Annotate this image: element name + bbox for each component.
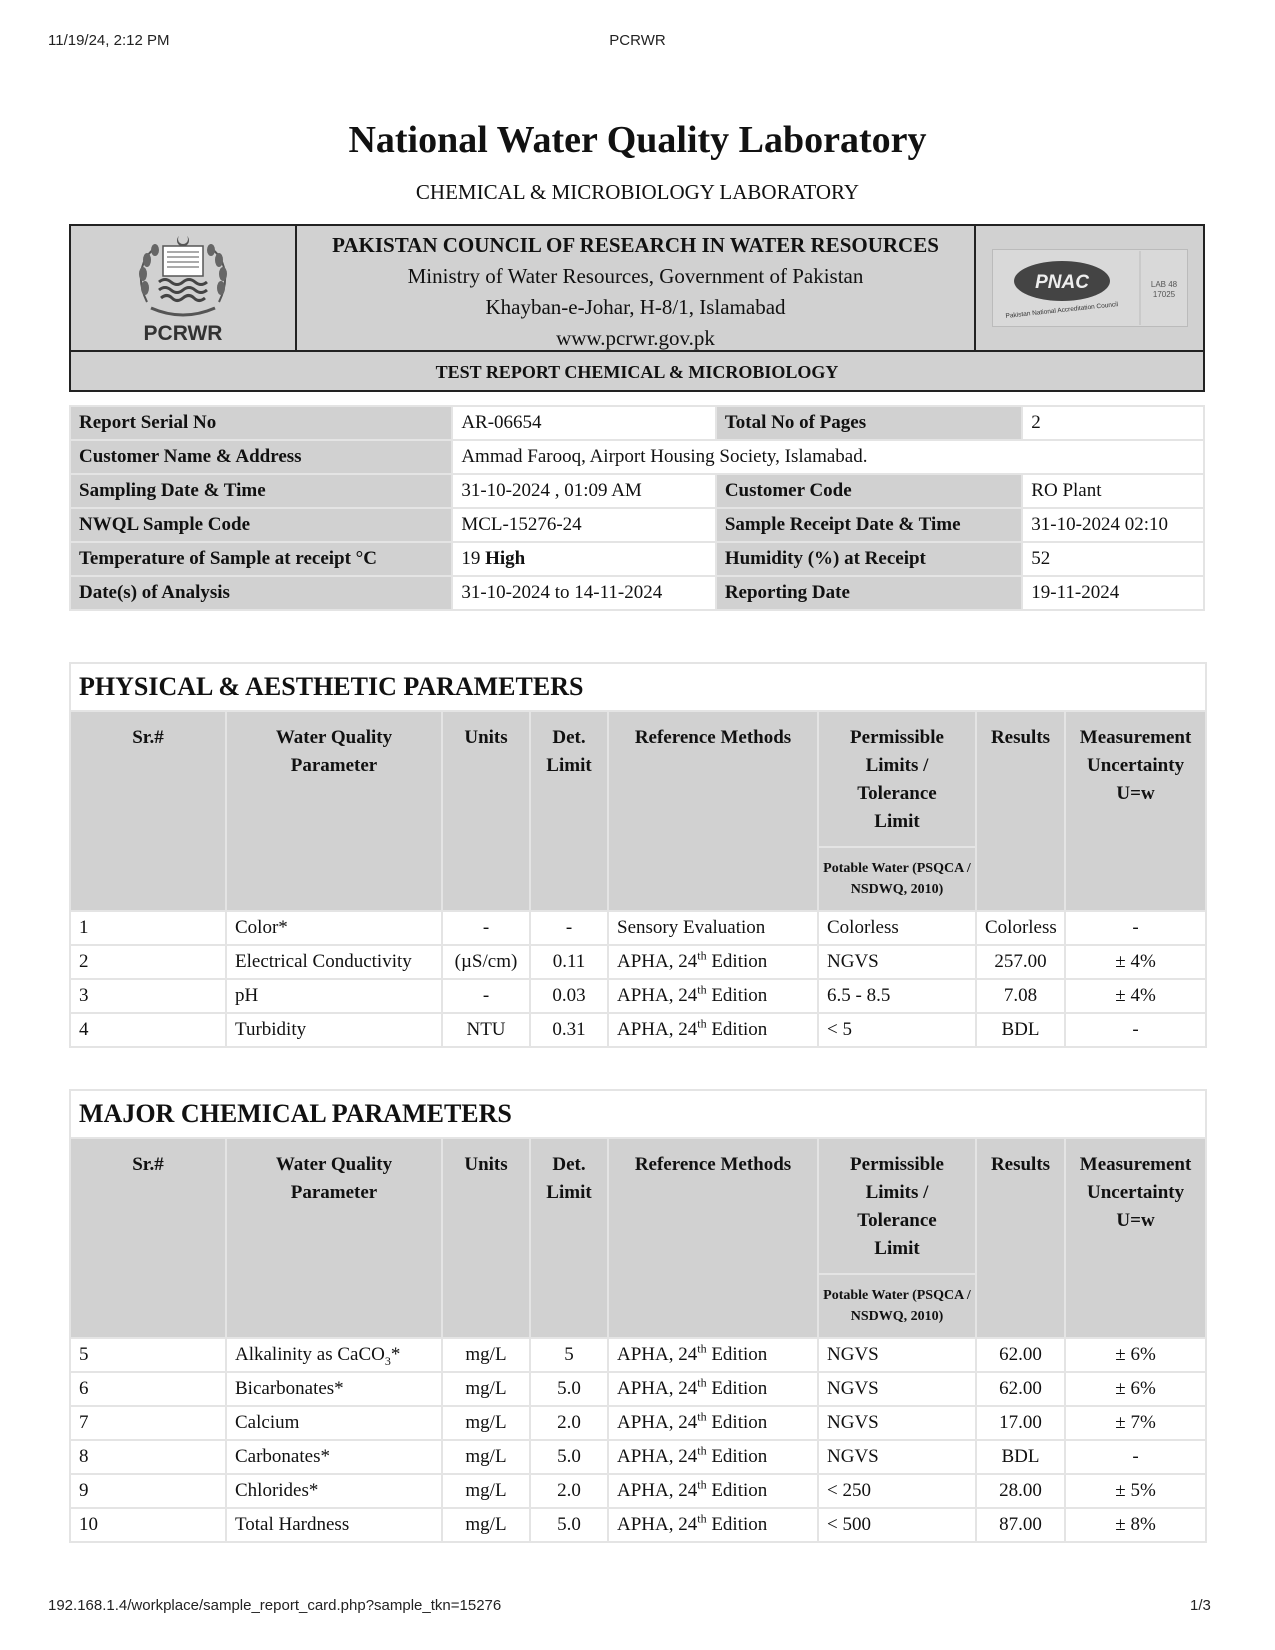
ref-text: APHA, 24 — [617, 1480, 698, 1501]
temperature-cell — [452, 542, 716, 576]
customer-code-value: RO Plant — [1022, 474, 1204, 508]
param-name: Total Hardness — [235, 1514, 350, 1535]
ref-after: Edition — [706, 1019, 768, 1040]
row-det: 0.11 — [530, 945, 608, 979]
col-perm: Permissible Limits / Tolerance Limit — [818, 711, 976, 847]
row-result: 62.00 — [976, 1338, 1065, 1372]
row-result: 87.00 — [976, 1508, 1065, 1542]
row-units: mg/L — [442, 1508, 530, 1542]
ref-text: APHA, 24 — [617, 1019, 698, 1040]
col-potable: Potable Water (PSQCA / NSDWQ, 2010) — [818, 1274, 976, 1338]
ref-sup: th — [697, 1443, 707, 1458]
param-name: Calcium — [235, 1412, 300, 1433]
col-ref: Reference Methods — [608, 1138, 818, 1338]
param-sub: 3 — [384, 1353, 391, 1368]
row-result: Colorless — [976, 911, 1065, 945]
page-subtitle: CHEMICAL & MICROBIOLOGY LABORATORY — [415, 180, 860, 204]
table-row — [70, 911, 1206, 945]
row-ref — [608, 945, 818, 979]
print-url: 192.168.1.4/workplace/sample_report_card.php?sample_tkn=15276 — [48, 1597, 502, 1614]
ref-text: Sensory Evaluation — [617, 917, 766, 938]
customer-label: Customer Name & Address — [70, 440, 452, 474]
ref-after: Edition — [706, 1344, 768, 1365]
row-mu: - — [1065, 911, 1206, 945]
row-det: 5.0 — [530, 1508, 608, 1542]
pages-value: 2 — [1022, 406, 1204, 440]
row-perm: NGVS — [818, 1406, 976, 1440]
ref-sup: th — [697, 1375, 707, 1390]
pnac-badge — [974, 226, 1203, 350]
letterhead — [69, 224, 1205, 392]
ref-text: APHA, 24 — [617, 985, 698, 1006]
table-row — [70, 1474, 1206, 1508]
row-param — [226, 945, 442, 979]
param-name: Alkalinity as CaCO — [235, 1344, 385, 1365]
row-mu: - — [1065, 1013, 1206, 1047]
row-units: - — [442, 911, 530, 945]
humidity-value: 52 — [1022, 542, 1204, 576]
col-perm: Permissible Limits / Tolerance Limit — [818, 1138, 976, 1274]
col-units: Units — [442, 1138, 530, 1338]
col-units: Units — [442, 711, 530, 911]
table-row — [70, 1013, 1206, 1047]
param-name: Chlorides* — [235, 1480, 319, 1501]
ref-sup: th — [697, 1409, 707, 1424]
row-sr: 2 — [70, 945, 226, 979]
pnac-council: Pakistan National Accreditation Council — [1004, 301, 1118, 320]
row-result: 7.08 — [976, 979, 1065, 1013]
ref-text: APHA, 24 — [617, 1514, 698, 1535]
row-param — [226, 1013, 442, 1047]
print-page: 1/3 — [1190, 1597, 1211, 1614]
physical-section-title: PHYSICAL & AESTHETIC PARAMETERS — [70, 663, 1206, 711]
row-param — [226, 979, 442, 1013]
row-mu: - — [1065, 1440, 1206, 1474]
param-name: pH — [235, 985, 259, 1006]
row-perm: < 5 — [818, 1013, 976, 1047]
row-units: mg/L — [442, 1474, 530, 1508]
param-name: Turbidity — [235, 1019, 307, 1040]
row-mu: ± 5% — [1065, 1474, 1206, 1508]
pcrwr-logo — [71, 226, 297, 350]
pnac-std: 17025 — [1152, 290, 1175, 299]
row-result: 62.00 — [976, 1372, 1065, 1406]
row-det: 2.0 — [530, 1406, 608, 1440]
row-units: NTU — [442, 1013, 530, 1047]
row-perm: 6.5 - 8.5 — [818, 979, 976, 1013]
row-sr: 5 — [70, 1338, 226, 1372]
col-det: Det. Limit — [530, 1138, 608, 1338]
analysis-label: Date(s) of Analysis — [70, 576, 452, 610]
row-units: mg/L — [442, 1440, 530, 1474]
row-ref — [608, 1013, 818, 1047]
row-units: mg/L — [442, 1372, 530, 1406]
row-sr: 3 — [70, 979, 226, 1013]
org-ministry: Ministry of Water Resources, Government of Pakistan — [407, 264, 864, 288]
pnac-logo-icon — [992, 249, 1188, 327]
table-row — [70, 979, 1206, 1013]
row-det: 2.0 — [530, 1474, 608, 1508]
reporting-label: Reporting Date — [716, 576, 1022, 610]
temperature-flag: High — [485, 548, 526, 569]
ref-after: Edition — [706, 1480, 768, 1501]
table-row — [70, 1372, 1206, 1406]
reporting-value: 19-11-2024 — [1022, 576, 1204, 610]
row-result: 28.00 — [976, 1474, 1065, 1508]
pnac-label: PNAC — [1034, 272, 1089, 293]
col-param: Water Quality Parameter — [226, 1138, 442, 1338]
print-title: PCRWR — [609, 32, 666, 49]
table-row — [70, 1440, 1206, 1474]
row-ref — [608, 1474, 818, 1508]
ref-after: Edition — [706, 1378, 768, 1399]
col-potable: Potable Water (PSQCA / NSDWQ, 2010) — [818, 847, 976, 911]
table-row — [70, 1406, 1206, 1440]
analysis-value: 31-10-2024 to 14-11-2024 — [452, 576, 716, 610]
ref-text: APHA, 24 — [617, 1446, 698, 1467]
row-sr: 8 — [70, 1440, 226, 1474]
param-name: Color* — [235, 917, 288, 938]
row-result: BDL — [976, 1440, 1065, 1474]
row-result: BDL — [976, 1013, 1065, 1047]
row-units: mg/L — [442, 1338, 530, 1372]
param-name: Carbonates* — [235, 1446, 330, 1467]
ref-after: Edition — [706, 1514, 768, 1535]
nwql-label: NWQL Sample Code — [70, 508, 452, 542]
row-param — [226, 1372, 442, 1406]
chemical-parameters-table — [69, 1089, 1207, 1543]
row-perm: < 500 — [818, 1508, 976, 1542]
customer-code-label: Customer Code — [716, 474, 1022, 508]
col-sr: Sr.# — [70, 711, 226, 911]
physical-rows — [70, 911, 1206, 1047]
ref-text: APHA, 24 — [617, 951, 698, 972]
nwql-value: MCL-15276-24 — [452, 508, 716, 542]
row-sr: 7 — [70, 1406, 226, 1440]
report-info-table — [69, 405, 1205, 611]
row-det: - — [530, 911, 608, 945]
row-param — [226, 1474, 442, 1508]
ref-after: Edition — [706, 985, 768, 1006]
pcrwr-seal-icon — [133, 232, 233, 320]
row-result: 17.00 — [976, 1406, 1065, 1440]
ref-text: APHA, 24 — [617, 1378, 698, 1399]
sampling-label: Sampling Date & Time — [70, 474, 452, 508]
col-det: Det. Limit — [530, 711, 608, 911]
chemical-section-title: MAJOR CHEMICAL PARAMETERS — [70, 1090, 1206, 1138]
row-result: 257.00 — [976, 945, 1065, 979]
pcrwr-logo-text: PCRWR — [143, 322, 223, 345]
row-ref — [608, 1406, 818, 1440]
row-ref — [608, 1440, 818, 1474]
row-param — [226, 1338, 442, 1372]
serial-label: Report Serial No — [70, 406, 452, 440]
pnac-lab: LAB 48 — [1150, 280, 1177, 289]
ref-sup: th — [697, 948, 707, 963]
row-perm: NGVS — [818, 1440, 976, 1474]
pages-label: Total No of Pages — [716, 406, 1022, 440]
row-mu: ± 4% — [1065, 945, 1206, 979]
customer-value: Ammad Farooq, Airport Housing Society, Islamabad. — [452, 440, 1204, 474]
row-units: (µS/cm) — [442, 945, 530, 979]
org-website: www.pcrwr.gov.pk — [556, 326, 715, 350]
row-sr: 6 — [70, 1372, 226, 1406]
ref-text: APHA, 24 — [617, 1412, 698, 1433]
row-param — [226, 1508, 442, 1542]
row-det: 0.03 — [530, 979, 608, 1013]
row-units: mg/L — [442, 1406, 530, 1440]
param-name: Bicarbonates* — [235, 1378, 344, 1399]
page-title: National Water Quality Laboratory — [348, 119, 927, 161]
table-row — [70, 1338, 1206, 1372]
sampling-value: 31-10-2024 , 01:09 AM — [452, 474, 716, 508]
col-results: Results — [976, 1138, 1065, 1338]
ref-text: APHA, 24 — [617, 1344, 698, 1365]
row-sr: 10 — [70, 1508, 226, 1542]
ref-sup: th — [697, 1511, 707, 1526]
temperature-label: Temperature of Sample at receipt °C — [70, 542, 452, 576]
print-datetime: 11/19/24, 2:12 PM — [48, 32, 170, 49]
row-perm: NGVS — [818, 1338, 976, 1372]
row-sr: 4 — [70, 1013, 226, 1047]
col-results: Results — [976, 711, 1065, 911]
col-mu: Measurement Uncertainty U=w — [1065, 711, 1206, 911]
row-mu: ± 7% — [1065, 1406, 1206, 1440]
row-units: - — [442, 979, 530, 1013]
col-mu: Measurement Uncertainty U=w — [1065, 1138, 1206, 1338]
ref-sup: th — [697, 1477, 707, 1492]
row-ref — [608, 911, 818, 945]
row-ref — [608, 979, 818, 1013]
param-name: Electrical Conductivity — [235, 951, 412, 972]
col-param: Water Quality Parameter — [226, 711, 442, 911]
row-param — [226, 911, 442, 945]
row-mu: ± 6% — [1065, 1372, 1206, 1406]
row-det: 5 — [530, 1338, 608, 1372]
row-ref — [608, 1372, 818, 1406]
org-name: PAKISTAN COUNCIL OF RESEARCH IN WATER RESOURCES — [332, 233, 939, 257]
temperature-value: 19 — [461, 548, 481, 569]
receipt-value: 31-10-2024 02:10 — [1022, 508, 1204, 542]
table-row — [70, 1508, 1206, 1542]
org-address: Khayban-e-Johar, H-8/1, Islamabad — [485, 295, 786, 319]
row-det: 0.31 — [530, 1013, 608, 1047]
row-det: 5.0 — [530, 1372, 608, 1406]
ref-after: Edition — [706, 1412, 768, 1433]
row-ref — [608, 1338, 818, 1372]
row-perm: NGVS — [818, 1372, 976, 1406]
row-mu: ± 6% — [1065, 1338, 1206, 1372]
row-perm: NGVS — [818, 945, 976, 979]
serial-value: AR-06654 — [452, 406, 716, 440]
row-perm: Colorless — [818, 911, 976, 945]
ref-sup: th — [697, 1016, 707, 1031]
row-det: 5.0 — [530, 1440, 608, 1474]
receipt-label: Sample Receipt Date & Time — [716, 508, 1022, 542]
row-sr: 1 — [70, 911, 226, 945]
col-sr: Sr.# — [70, 1138, 226, 1338]
table-row — [70, 945, 1206, 979]
row-perm: < 250 — [818, 1474, 976, 1508]
chemical-rows — [70, 1338, 1206, 1542]
row-mu: ± 8% — [1065, 1508, 1206, 1542]
ref-sup: th — [697, 982, 707, 997]
humidity-label: Humidity (%) at Receipt — [716, 542, 1022, 576]
row-param — [226, 1406, 442, 1440]
physical-parameters-table — [69, 662, 1207, 1048]
row-ref — [608, 1508, 818, 1542]
param-after: * — [390, 1344, 401, 1365]
col-ref: Reference Methods — [608, 711, 818, 911]
report-title: TEST REPORT CHEMICAL & MICROBIOLOGY — [435, 362, 839, 382]
ref-after: Edition — [706, 1446, 768, 1467]
ref-after: Edition — [706, 951, 768, 972]
row-sr: 9 — [70, 1474, 226, 1508]
row-param — [226, 1440, 442, 1474]
ref-sup: th — [697, 1341, 707, 1356]
row-mu: ± 4% — [1065, 979, 1206, 1013]
org-details — [297, 226, 974, 350]
